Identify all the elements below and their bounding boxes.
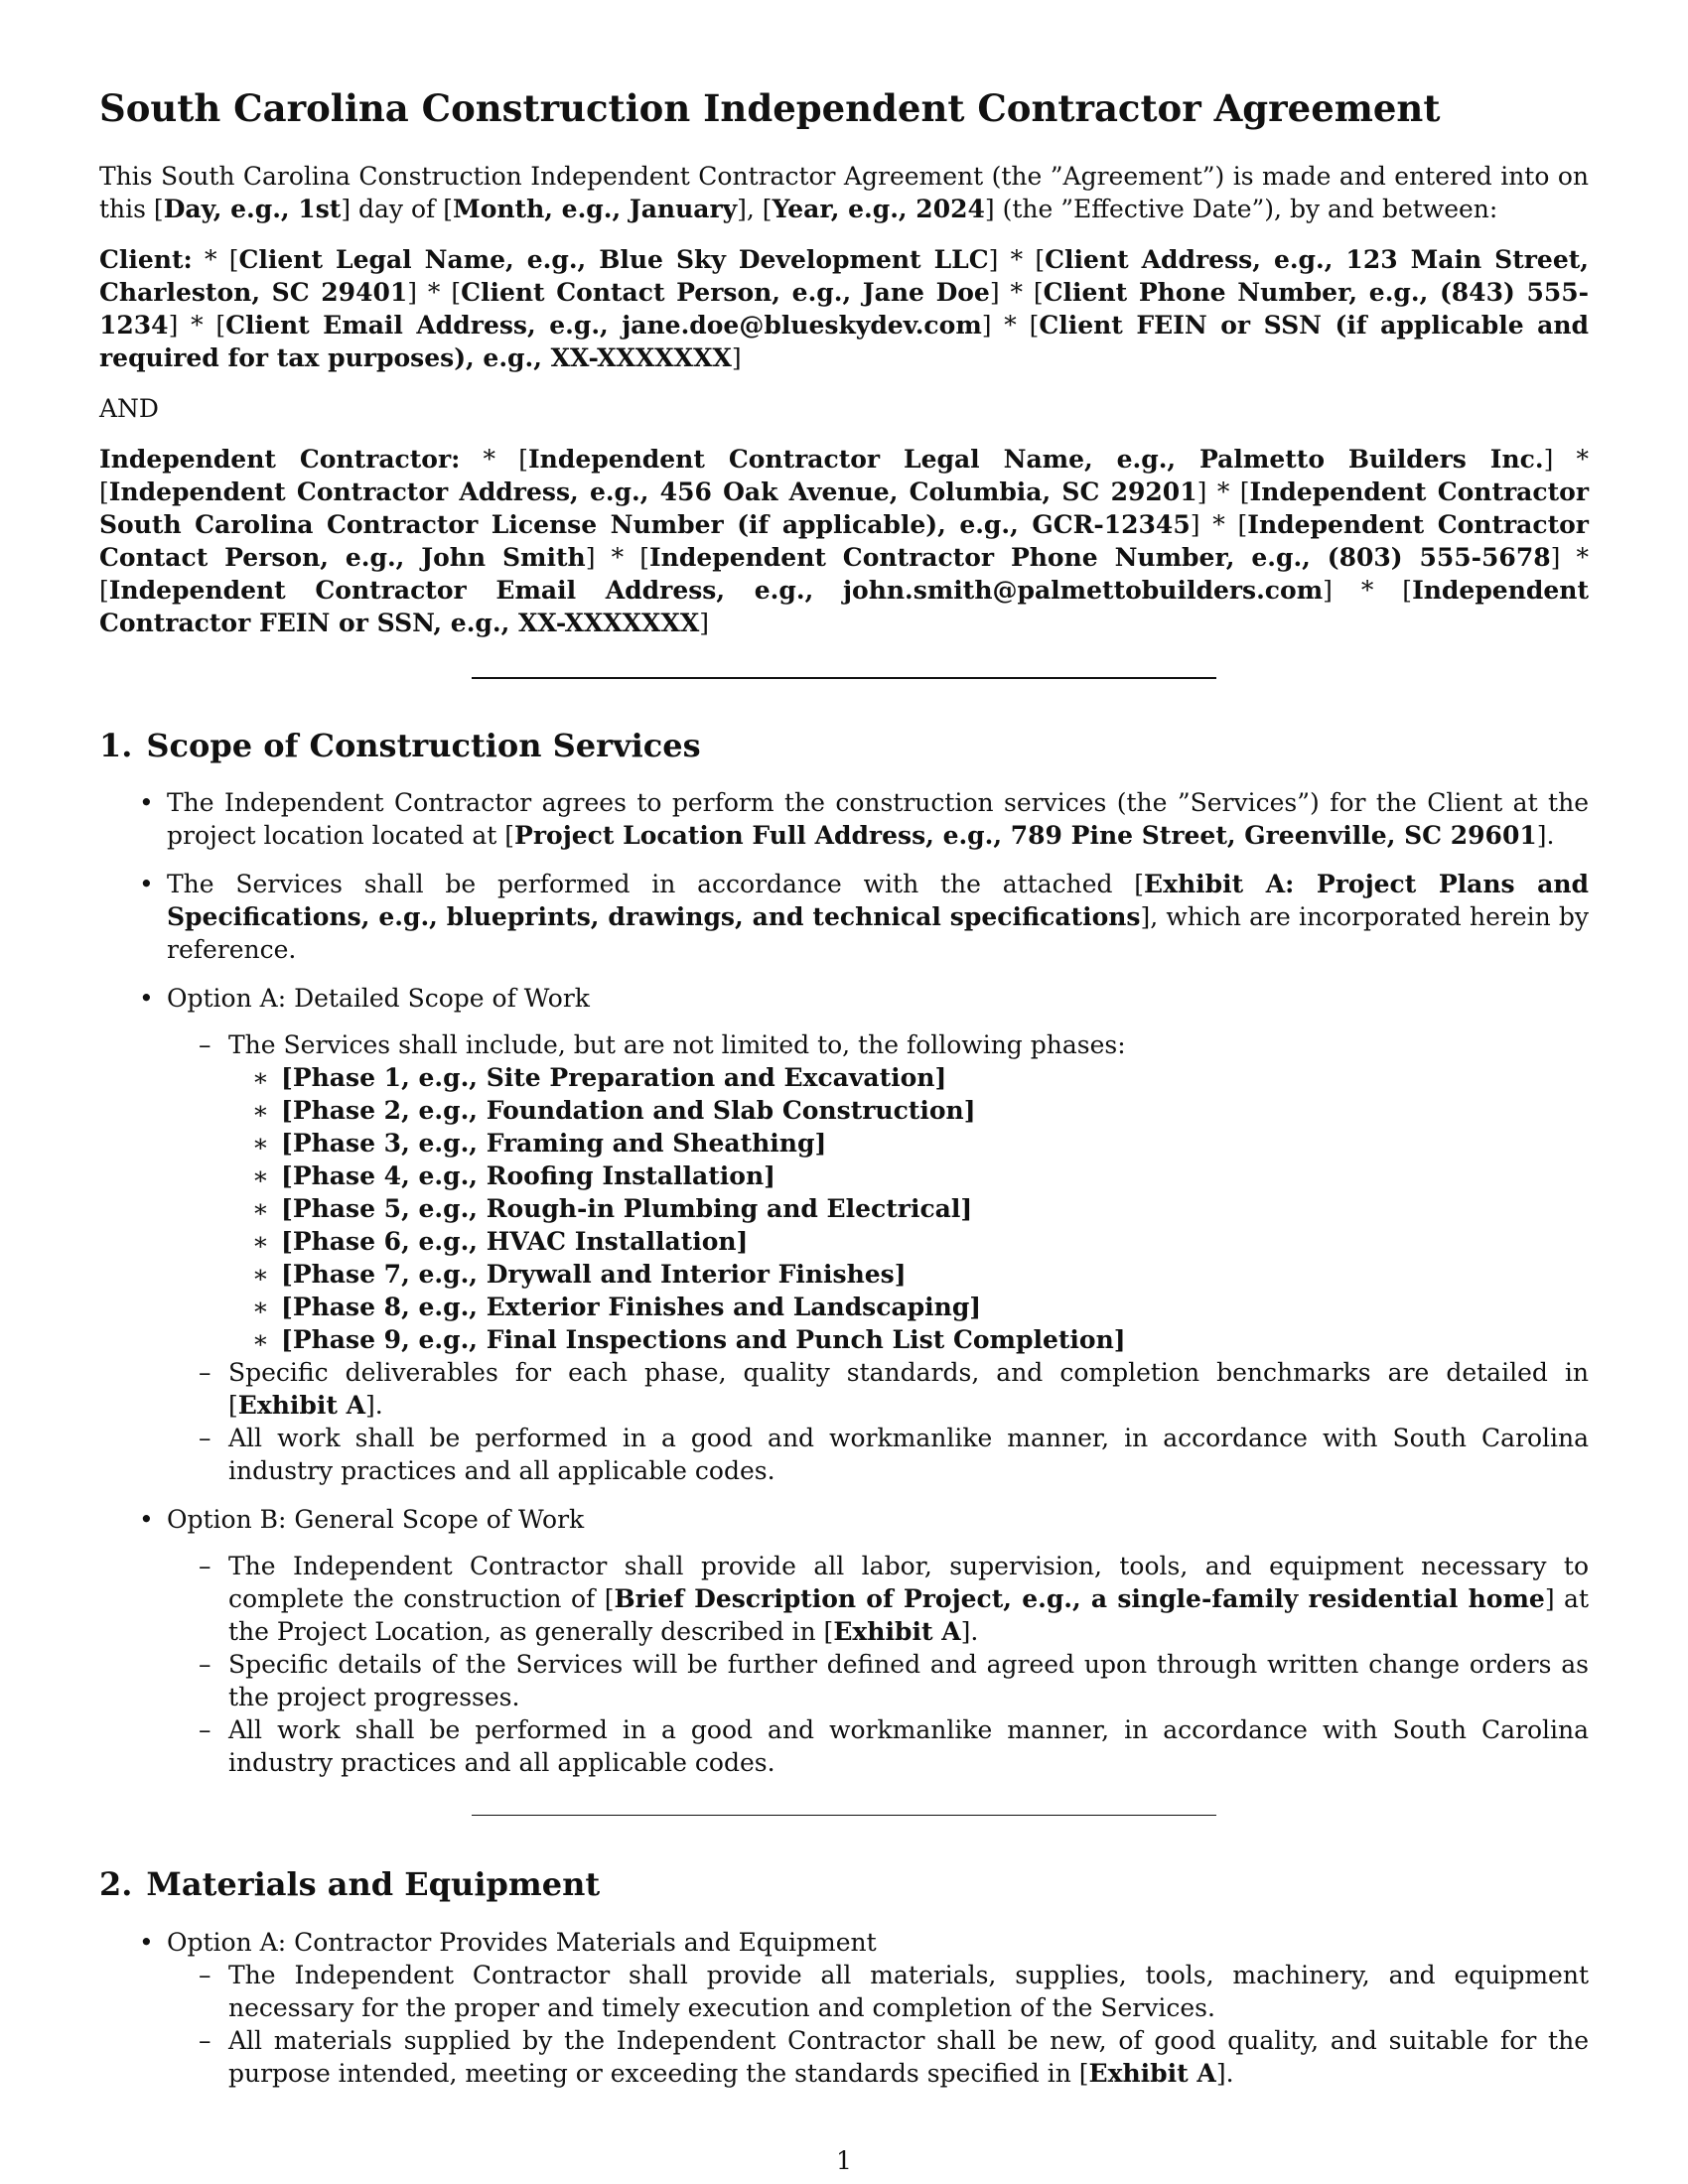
client-paragraph <box>99 243 1589 374</box>
separator-text: ] * [ <box>988 244 1046 274</box>
project-location-placeholder: Project Location Full Address, e.g., 789 Pine Street, Greenville, SC 29601 <box>514 820 1537 850</box>
sub-list-item <box>167 1550 1589 1648</box>
section-2-heading <box>99 1865 1589 1903</box>
separator-text: ] * [ <box>99 444 1590 506</box>
item-text: ]. <box>960 1616 979 1646</box>
section-title: Scope of Construction Services <box>146 726 701 764</box>
section-2-list <box>99 1926 1589 2090</box>
phase-item: ∗ [Phase 3, e.g., Framing and Sheathing] <box>228 1127 1589 1160</box>
sub-list-item: – All work shall be performed in a good and workmanlike manner, in accordance with South Carolina industry practices and all applicable codes. <box>167 1422 1589 1487</box>
sub-list <box>167 1959 1589 2090</box>
project-description-placeholder: Brief Description of Project, e.g., a single-family residential home <box>614 1583 1545 1613</box>
sub-list-item <box>167 1356 1589 1422</box>
item-text: The Services shall be performed in accordance with the attached [ <box>167 869 1145 898</box>
sub-list-item: – All work shall be performed in a good and workmanlike manner, in accordance with South Carolina industry practices and all applicable codes. <box>167 1713 1589 1779</box>
month-placeholder: Month, e.g., January <box>453 194 738 223</box>
list-item <box>99 1926 1589 2090</box>
intro-text: ] (the ”Effective Date”), by and between: <box>984 194 1498 223</box>
day-placeholder: Day, e.g., 1st <box>163 194 342 223</box>
contractor-email-placeholder: Independent Contractor Email Address, e.g., john.smith@palmettobuilders.com <box>108 575 1324 605</box>
contractor-contact-placeholder: Independent Contractor Contact Person, e.g., John Smith <box>99 509 1589 572</box>
intro-text: ] day of [ <box>341 194 454 223</box>
intro-text: This South Carolina Construction Independent Contractor Agreement (the ”Agreement”) is made and entered into on this [ <box>99 161 1589 223</box>
contractor-paragraph <box>99 443 1589 639</box>
option-label: Option A: Contractor Provides Materials and Equipment <box>167 1927 877 1957</box>
separator-text: ] * [ <box>585 542 649 572</box>
item-text: All materials supplied by the Independent Contractor shall be new, of good quality, and suitable for the purpose intended, meeting or exceeding the standards specified in [ <box>228 2025 1589 2088</box>
and-text: AND <box>99 393 159 423</box>
client-phone-placeholder: Client Phone Number, e.g., (843) 555-1234 <box>99 277 1590 340</box>
client-label: Client: <box>99 244 193 274</box>
item-text: ]. <box>1536 820 1555 850</box>
client-fein-placeholder: Client FEIN or SSN (if applicable and required for tax purposes), e.g., XX-XXXXXXX <box>99 310 1589 372</box>
separator-text: * [ <box>460 444 528 474</box>
intro-paragraph <box>99 160 1589 225</box>
document-page <box>99 87 1589 2106</box>
sub-list <box>167 1028 1589 1487</box>
separator-text: * [ <box>192 244 239 274</box>
client-email-placeholder: Client Email Address, e.g., jane.doe@blueskydev.com <box>225 310 982 340</box>
separator-text: ] * [ <box>99 542 1590 605</box>
horizontal-divider <box>472 1815 1216 1817</box>
separator-text: ] <box>699 608 710 637</box>
year-placeholder: Year, e.g., 2024 <box>772 194 985 223</box>
section-1-heading <box>99 727 1589 764</box>
phase-item: ∗ [Phase 2, e.g., Foundation and Slab Construction] <box>228 1094 1589 1127</box>
section-number: 2. <box>99 1865 133 1904</box>
section-1-list <box>99 786 1589 1779</box>
sub-list-item: – The Independent Contractor shall provide all materials, supplies, tools, machinery, and equipment necessary for the proper and timely execution and completion of the Services. <box>167 1959 1589 2024</box>
item-text: ] at the Project Location, as generally described in [ <box>228 1583 1589 1646</box>
separator-text: ] * [ <box>1196 477 1250 506</box>
list-item <box>99 1503 1589 1779</box>
horizontal-divider <box>472 677 1216 679</box>
separator-text: ] * [ <box>1323 575 1413 605</box>
intro-text: ], [ <box>737 194 773 223</box>
item-text: ]. <box>365 1390 383 1420</box>
item-text: ], which are incorporated herein by reference. <box>167 901 1589 964</box>
phase-item: ∗ [Phase 9, e.g., Final Inspections and Punch List Completion] <box>228 1323 1589 1356</box>
page-number: 1 <box>836 2146 852 2175</box>
phase-item: ∗ [Phase 8, e.g., Exterior Finishes and Landscaping] <box>228 1291 1589 1323</box>
item-text: The Independent Contractor shall provide all labor, supervision, tools, and equipment necessary to complete the construction of [ <box>228 1551 1589 1613</box>
list-item <box>99 786 1589 852</box>
list-item <box>99 868 1589 966</box>
client-contact-placeholder: Client Contact Person, e.g., Jane Doe <box>461 277 990 307</box>
contractor-name-placeholder: Independent Contractor Legal Name, e.g., Palmetto Builders Inc. <box>527 444 1544 474</box>
contractor-fein-placeholder: Independent Contractor FEIN or SSN, e.g., XX-XXXXXXX <box>99 575 1589 637</box>
item-text: The Services shall include, but are not limited to, the following phases: <box>228 1029 1126 1059</box>
section-title: Materials and Equipment <box>146 1865 601 1904</box>
exhibit-placeholder: Exhibit A <box>1088 2058 1216 2088</box>
contractor-license-placeholder: Independent Contractor South Carolina Contractor License Number (if applicable), e.g., GCR-12345 <box>99 477 1589 539</box>
item-text: The Independent Contractor agrees to perform the construction services (the ”Services”) for the Client at the project location located at [ <box>167 787 1589 850</box>
phase-item: ∗ [Phase 6, e.g., HVAC Installation] <box>228 1225 1589 1258</box>
contractor-address-placeholder: Independent Contractor Address, e.g., 456 Oak Avenue, Columbia, SC 29201 <box>108 477 1197 506</box>
item-text: Specific deliverables for each phase, quality standards, and completion benchmarks are detailed in [ <box>228 1357 1589 1420</box>
section-number: 1. <box>99 726 133 764</box>
phase-list <box>228 1061 1589 1356</box>
option-label: Option A: Detailed Scope of Work <box>167 983 590 1013</box>
contractor-label: Independent Contractor: <box>99 444 461 474</box>
exhibit-placeholder: Exhibit A: Project Plans and Specifications, e.g., blueprints, drawings, and technical specifications <box>167 869 1589 931</box>
sub-list <box>167 1550 1589 1779</box>
separator-text: ] * [ <box>1190 509 1248 539</box>
sub-list-item <box>167 1028 1589 1356</box>
client-address-placeholder: Client Address, e.g., 123 Main Street, Charleston, SC 29401 <box>99 244 1589 307</box>
contractor-phone-placeholder: Independent Contractor Phone Number, e.g., (803) 555-5678 <box>648 542 1551 572</box>
sub-list-item: – Specific details of the Services will be further defined and agreed upon through written change orders as the project progresses. <box>167 1648 1589 1713</box>
phase-item: ∗ [Phase 7, e.g., Drywall and Interior Finishes] <box>228 1258 1589 1291</box>
separator-text: ] * [ <box>989 277 1044 307</box>
exhibit-placeholder: Exhibit A <box>237 1390 366 1420</box>
list-item <box>99 982 1589 1487</box>
item-text: ]. <box>1215 2058 1234 2088</box>
client-name-placeholder: Client Legal Name, e.g., Blue Sky Development LLC <box>238 244 989 274</box>
separator-text: ] * [ <box>407 277 462 307</box>
option-label: Option B: General Scope of Work <box>167 1504 585 1534</box>
separator-text: ] * [ <box>168 310 226 340</box>
phase-item: ∗ [Phase 4, e.g., Roofing Installation] <box>228 1160 1589 1192</box>
document-title: South Carolina Construction Independent Contractor Agreement <box>99 86 1441 130</box>
phase-item: ∗ [Phase 5, e.g., Rough-in Plumbing and Electrical] <box>228 1192 1589 1225</box>
exhibit-placeholder: Exhibit A <box>833 1616 961 1646</box>
sub-list-item <box>167 2024 1589 2090</box>
separator-text: ] <box>731 342 742 372</box>
separator-text: ] * [ <box>981 310 1040 340</box>
phase-item: ∗ [Phase 1, e.g., Site Preparation and Excavation] <box>228 1061 1589 1094</box>
